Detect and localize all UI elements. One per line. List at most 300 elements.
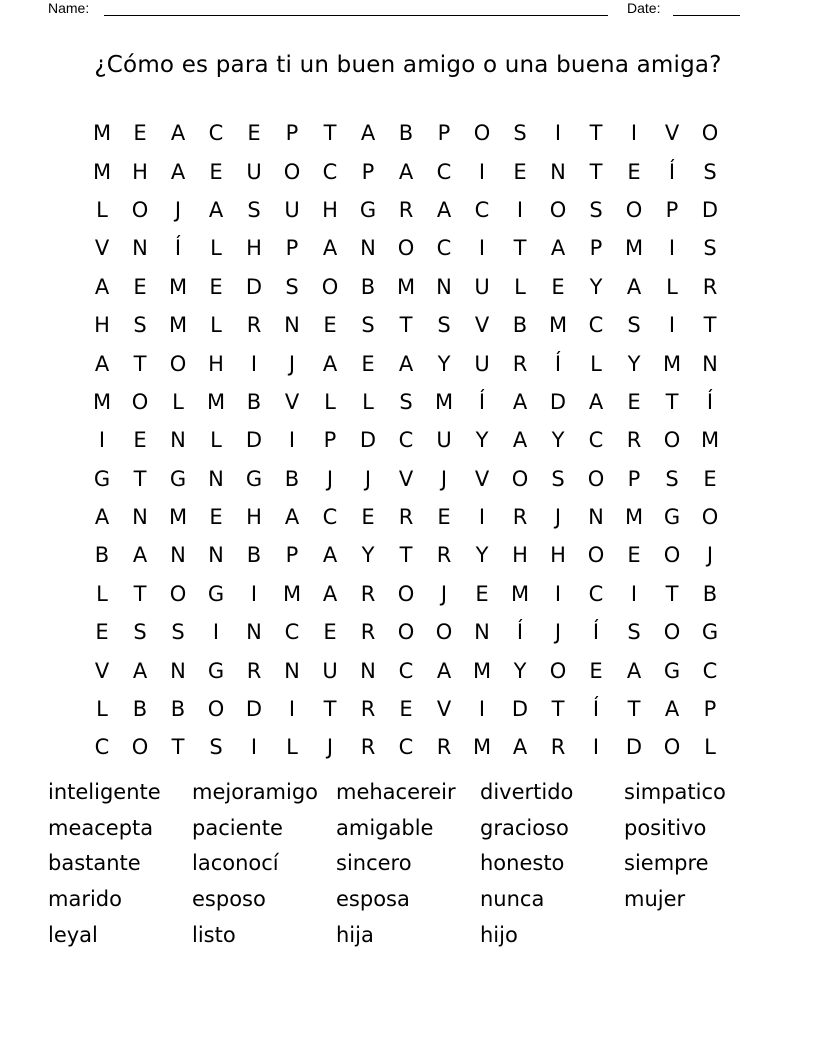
grid-letter: U — [474, 351, 490, 376]
grid-letter: M — [700, 428, 720, 453]
grid-letter: R — [360, 581, 376, 606]
grid-letter: J — [174, 197, 182, 222]
grid-letter: T — [513, 236, 527, 261]
grid-letter: E — [399, 697, 413, 722]
grid-letter: G — [663, 505, 681, 530]
grid-letter: C — [436, 159, 452, 184]
grid-letter: S — [627, 313, 641, 338]
grid-letter: L — [704, 735, 716, 760]
grid-letter: T — [133, 581, 147, 606]
grid-letter: E — [95, 620, 109, 645]
word-list-item: esposa — [336, 887, 410, 912]
grid-letter: A — [132, 543, 148, 568]
grid-letter: A — [664, 697, 680, 722]
word-list-item: hija — [336, 922, 374, 947]
grid-letter: O — [169, 351, 187, 376]
grid-letter: D — [245, 697, 263, 722]
grid-letter: C — [322, 159, 338, 184]
grid-letter: E — [627, 543, 641, 568]
grid-letter: N — [436, 274, 452, 299]
grid-letter: P — [589, 236, 603, 261]
grid-letter: L — [172, 389, 184, 414]
grid-letter: D — [245, 274, 263, 299]
grid-letter: E — [437, 505, 451, 530]
grid-letter: B — [360, 274, 376, 299]
grid-letter: I — [630, 121, 638, 146]
grid-letter: L — [96, 197, 108, 222]
grid-letter: L — [514, 274, 526, 299]
grid-letter: T — [323, 121, 337, 146]
grid-letter: U — [246, 159, 262, 184]
grid-letter: N — [170, 543, 186, 568]
grid-letter: E — [209, 159, 223, 184]
grid-letter: E — [627, 389, 641, 414]
grid-letter: R — [702, 274, 718, 299]
grid-letter: G — [207, 581, 225, 606]
grid-letter: A — [208, 197, 224, 222]
grid-letter: S — [133, 620, 147, 645]
grid-letter: P — [665, 197, 679, 222]
grid-letter: Í — [478, 389, 486, 414]
grid-letter: M — [206, 389, 226, 414]
grid-letter: L — [590, 351, 602, 376]
grid-letter: M — [168, 505, 188, 530]
grid-letter: Y — [475, 428, 489, 453]
word-list-item: laconocí — [192, 851, 279, 876]
grid-letter: R — [360, 735, 376, 760]
grid-letter: A — [550, 236, 566, 261]
grid-letter: R — [436, 543, 452, 568]
grid-letter: S — [285, 274, 299, 299]
grid-letter: P — [323, 428, 337, 453]
word-list-item: honesto — [480, 851, 565, 876]
grid-letter: Í — [668, 159, 676, 184]
grid-letter: O — [169, 581, 187, 606]
grid-letter: T — [133, 351, 147, 376]
grid-letter: V — [474, 466, 490, 491]
grid-letter: Í — [706, 389, 714, 414]
grid-letter: A — [626, 658, 642, 683]
grid-letter: M — [624, 505, 644, 530]
grid-letter: Í — [516, 620, 524, 645]
grid-letter: D — [701, 197, 719, 222]
grid-letter: C — [588, 313, 604, 338]
word-list-item: paciente — [192, 815, 283, 840]
grid-letter: J — [364, 466, 372, 491]
grid-letter: I — [554, 121, 562, 146]
grid-letter: I — [212, 620, 220, 645]
grid-letter: B — [284, 466, 300, 491]
grid-letter: Í — [554, 351, 562, 376]
grid-letter: P — [285, 236, 299, 261]
grid-letter: E — [627, 159, 641, 184]
grid-letter: L — [210, 428, 222, 453]
grid-letter: N — [208, 543, 224, 568]
grid-letter: J — [554, 505, 562, 530]
grid-letter: I — [478, 697, 486, 722]
grid-letter: A — [360, 121, 376, 146]
grid-letter: H — [322, 197, 338, 222]
grid-letter: G — [701, 620, 719, 645]
grid-letter: R — [512, 505, 528, 530]
date-label: Date: — [627, 0, 661, 16]
grid-letter: I — [250, 735, 258, 760]
grid-letter: B — [246, 543, 262, 568]
word-search-grid — [83, 114, 729, 767]
word-list-item: mujer — [624, 887, 686, 912]
grid-letter: B — [702, 581, 718, 606]
grid-letter: O — [511, 466, 529, 491]
grid-letter: V — [94, 236, 110, 261]
grid-letter: S — [247, 197, 261, 222]
grid-letter: A — [588, 389, 604, 414]
grid-letter: P — [703, 697, 717, 722]
grid-letter: O — [625, 197, 643, 222]
grid-letter: M — [396, 274, 416, 299]
grid-letter: B — [398, 121, 414, 146]
grid-letter: S — [171, 620, 185, 645]
grid-letter: G — [93, 466, 111, 491]
grid-letter: E — [589, 658, 603, 683]
grid-letter: S — [361, 313, 375, 338]
grid-letter: M — [168, 274, 188, 299]
grid-letter: O — [663, 428, 681, 453]
word-list-item: esposo — [192, 887, 266, 912]
grid-letter: S — [209, 735, 223, 760]
word-list-item: siempre — [624, 851, 709, 876]
grid-letter: T — [589, 121, 603, 146]
grid-letter: T — [589, 159, 603, 184]
grid-letter: E — [475, 581, 489, 606]
grid-letter: A — [626, 274, 642, 299]
grid-letter: R — [360, 620, 376, 645]
grid-letter: E — [323, 313, 337, 338]
grid-letter: O — [701, 505, 719, 530]
grid-letter: Í — [592, 697, 600, 722]
word-list-item: marido — [48, 887, 122, 912]
grid-letter: C — [702, 658, 718, 683]
grid-letter: C — [398, 735, 414, 760]
grid-letter: V — [94, 658, 110, 683]
grid-letter: J — [554, 620, 562, 645]
grid-letter: N — [284, 313, 300, 338]
grid-letter: G — [169, 466, 187, 491]
grid-letter: V — [474, 313, 490, 338]
grid-letter: C — [436, 236, 452, 261]
grid-letter: S — [551, 466, 565, 491]
grid-letter: I — [478, 236, 486, 261]
grid-letter: U — [284, 197, 300, 222]
grid-letter: E — [703, 466, 717, 491]
grid-letter: M — [472, 735, 492, 760]
grid-letter: D — [549, 389, 567, 414]
grid-letter: I — [516, 197, 524, 222]
grid-letter: R — [550, 735, 566, 760]
grid-letter: S — [703, 236, 717, 261]
grid-letter: T — [665, 389, 679, 414]
grid-letter: C — [322, 505, 338, 530]
grid-letter: L — [324, 389, 336, 414]
grid-letter: S — [589, 197, 603, 222]
grid-letter: P — [361, 159, 375, 184]
grid-letter: M — [434, 389, 454, 414]
grid-letter: E — [133, 274, 147, 299]
grid-letter: C — [474, 197, 490, 222]
grid-letter: O — [131, 389, 149, 414]
grid-letter: I — [592, 735, 600, 760]
grid-letter: T — [133, 466, 147, 491]
grid-letter: Y — [475, 543, 489, 568]
grid-letter: Y — [437, 351, 451, 376]
grid-letter: B — [246, 389, 262, 414]
grid-letter: N — [132, 505, 148, 530]
grid-letter: A — [322, 351, 338, 376]
grid-letter: A — [512, 735, 528, 760]
grid-letter: Í — [174, 236, 182, 261]
grid-letter: E — [551, 274, 565, 299]
date-blank-line — [673, 15, 740, 16]
grid-letter: E — [361, 351, 375, 376]
word-list-item: nunca — [480, 887, 545, 912]
grid-letter: T — [551, 697, 565, 722]
word-list-item: hijo — [480, 922, 518, 947]
grid-letter: O — [397, 236, 415, 261]
grid-letter: O — [435, 620, 453, 645]
grid-letter: A — [436, 658, 452, 683]
grid-letter: A — [94, 274, 110, 299]
grid-letter: R — [512, 351, 528, 376]
grid-letter: L — [210, 313, 222, 338]
word-list-item: sincero — [336, 851, 412, 876]
grid-letter: C — [398, 428, 414, 453]
grid-letter: A — [170, 121, 186, 146]
grid-letter: C — [588, 581, 604, 606]
word-list-item: meacepta — [48, 815, 154, 840]
word-list-item: positivo — [624, 815, 707, 840]
grid-letter: R — [398, 505, 414, 530]
grid-letter: I — [478, 505, 486, 530]
grid-letter: A — [398, 159, 414, 184]
grid-letter: L — [666, 274, 678, 299]
word-list-item: listo — [192, 922, 236, 947]
grid-letter: R — [360, 697, 376, 722]
word-list-item: mehacereir — [336, 780, 456, 804]
grid-letter: T — [323, 697, 337, 722]
grid-letter: I — [288, 428, 296, 453]
grid-letter: E — [133, 428, 147, 453]
grid-letter: D — [359, 428, 377, 453]
grid-letter: M — [624, 236, 644, 261]
grid-letter: M — [282, 581, 302, 606]
grid-letter: M — [510, 581, 530, 606]
grid-letter: A — [512, 389, 528, 414]
grid-letter: C — [398, 658, 414, 683]
grid-letter: S — [437, 313, 451, 338]
grid-letter: R — [246, 658, 262, 683]
grid-letter: A — [436, 197, 452, 222]
grid-letter: J — [288, 351, 296, 376]
grid-letter: C — [588, 428, 604, 453]
grid-letter: O — [283, 159, 301, 184]
grid-letter: H — [208, 351, 224, 376]
grid-letter: P — [285, 543, 299, 568]
grid-letter: T — [703, 313, 717, 338]
grid-letter: O — [397, 581, 415, 606]
grid-letter: Y — [551, 428, 565, 453]
grid-letter: A — [322, 236, 338, 261]
grid-letter: T — [399, 543, 413, 568]
grid-letter: L — [210, 236, 222, 261]
grid-letter: B — [132, 697, 148, 722]
grid-letter: H — [550, 543, 566, 568]
word-list-item: divertido — [480, 780, 574, 804]
grid-letter: H — [246, 505, 262, 530]
grid-letter: C — [208, 121, 224, 146]
grid-letter: U — [436, 428, 452, 453]
word-list-item: bastante — [48, 851, 141, 876]
grid-letter: N — [702, 351, 718, 376]
grid-letter: N — [170, 428, 186, 453]
grid-letter: V — [398, 466, 414, 491]
grid-letter: O — [207, 697, 225, 722]
grid-letter: O — [549, 658, 567, 683]
grid-letter: S — [627, 620, 641, 645]
grid-letter: S — [133, 313, 147, 338]
grid-letter: E — [513, 159, 527, 184]
grid-letter: N — [360, 658, 376, 683]
grid-letter: I — [668, 313, 676, 338]
grid-letter: B — [512, 313, 528, 338]
grid-letter: A — [398, 351, 414, 376]
grid-letter: E — [209, 505, 223, 530]
word-list-item: amigable — [336, 815, 434, 840]
grid-letter: E — [361, 505, 375, 530]
grid-letter: D — [245, 428, 263, 453]
grid-letter: B — [170, 697, 186, 722]
grid-letter: N — [474, 620, 490, 645]
grid-letter: A — [322, 543, 338, 568]
grid-letter: P — [627, 466, 641, 491]
grid-letter: A — [94, 505, 110, 530]
grid-letter: M — [472, 658, 492, 683]
grid-letter: L — [362, 389, 374, 414]
grid-letter: H — [132, 159, 148, 184]
name-label: Name: — [48, 0, 90, 16]
grid-letter: N — [550, 159, 566, 184]
grid-letter: N — [360, 236, 376, 261]
grid-letter: O — [549, 197, 567, 222]
grid-letter: E — [209, 274, 223, 299]
grid-letter: N — [170, 658, 186, 683]
grid-letter: T — [171, 735, 185, 760]
grid-letter: A — [170, 159, 186, 184]
grid-letter: L — [96, 581, 108, 606]
grid-letter: I — [98, 428, 106, 453]
grid-letter: H — [94, 313, 110, 338]
grid-letter: M — [168, 313, 188, 338]
grid-letter: O — [587, 543, 605, 568]
grid-letter: C — [284, 620, 300, 645]
grid-letter: Y — [513, 658, 527, 683]
grid-letter: O — [663, 620, 681, 645]
grid-letter: R — [626, 428, 642, 453]
word-list-item: simpatico — [624, 780, 726, 804]
grid-letter: N — [246, 620, 262, 645]
grid-letter: S — [399, 389, 413, 414]
grid-letter: P — [285, 121, 299, 146]
grid-letter: R — [436, 735, 452, 760]
grid-letter: U — [322, 658, 338, 683]
grid-letter: T — [627, 697, 641, 722]
grid-letter: A — [94, 351, 110, 376]
grid-letter: I — [554, 581, 562, 606]
grid-letter: T — [665, 581, 679, 606]
grid-letter: Y — [627, 351, 641, 376]
grid-letter: P — [437, 121, 451, 146]
grid-letter: O — [397, 620, 415, 645]
grid-letter: A — [512, 428, 528, 453]
grid-letter: G — [359, 197, 377, 222]
grid-letter: I — [250, 351, 258, 376]
grid-letter: S — [513, 121, 527, 146]
grid-letter: O — [473, 121, 491, 146]
grid-letter: N — [588, 505, 604, 530]
word-list-item: inteligente — [48, 780, 161, 804]
word-list-item: leyal — [48, 922, 98, 947]
word-list — [48, 780, 768, 958]
grid-letter: B — [94, 543, 110, 568]
grid-letter: Y — [589, 274, 603, 299]
grid-letter: N — [132, 236, 148, 261]
grid-letter: Í — [592, 620, 600, 645]
grid-letter: H — [512, 543, 528, 568]
grid-letter: O — [663, 543, 681, 568]
grid-letter: M — [92, 121, 112, 146]
grid-letter: N — [208, 466, 224, 491]
grid-letter: D — [625, 735, 643, 760]
grid-letter: C — [94, 735, 110, 760]
grid-letter: R — [398, 197, 414, 222]
grid-letter: G — [245, 466, 263, 491]
grid-letter: I — [288, 697, 296, 722]
grid-letter: O — [131, 197, 149, 222]
grid-letter: O — [663, 735, 681, 760]
grid-letter: S — [665, 466, 679, 491]
grid-letter: I — [630, 581, 638, 606]
grid-letter: Y — [361, 543, 375, 568]
grid-letter: M — [548, 313, 568, 338]
grid-letter: T — [399, 313, 413, 338]
grid-letter: U — [474, 274, 490, 299]
page-title: ¿Cómo es para ti un buen amigo o una buena amiga? — [94, 52, 722, 78]
grid-letter: L — [96, 697, 108, 722]
grid-letter: V — [436, 697, 452, 722]
grid-letter: A — [132, 658, 148, 683]
grid-letter: I — [668, 236, 676, 261]
grid-letter: V — [664, 121, 680, 146]
name-blank-line — [104, 15, 608, 16]
grid-letter: J — [326, 735, 334, 760]
grid-letter: E — [323, 620, 337, 645]
grid-letter: A — [284, 505, 300, 530]
grid-letter: I — [250, 581, 258, 606]
grid-letter: L — [286, 735, 298, 760]
grid-letter: M — [92, 389, 112, 414]
grid-letter: O — [701, 121, 719, 146]
grid-letter: M — [92, 159, 112, 184]
grid-letter: I — [478, 159, 486, 184]
grid-letter: J — [440, 581, 448, 606]
